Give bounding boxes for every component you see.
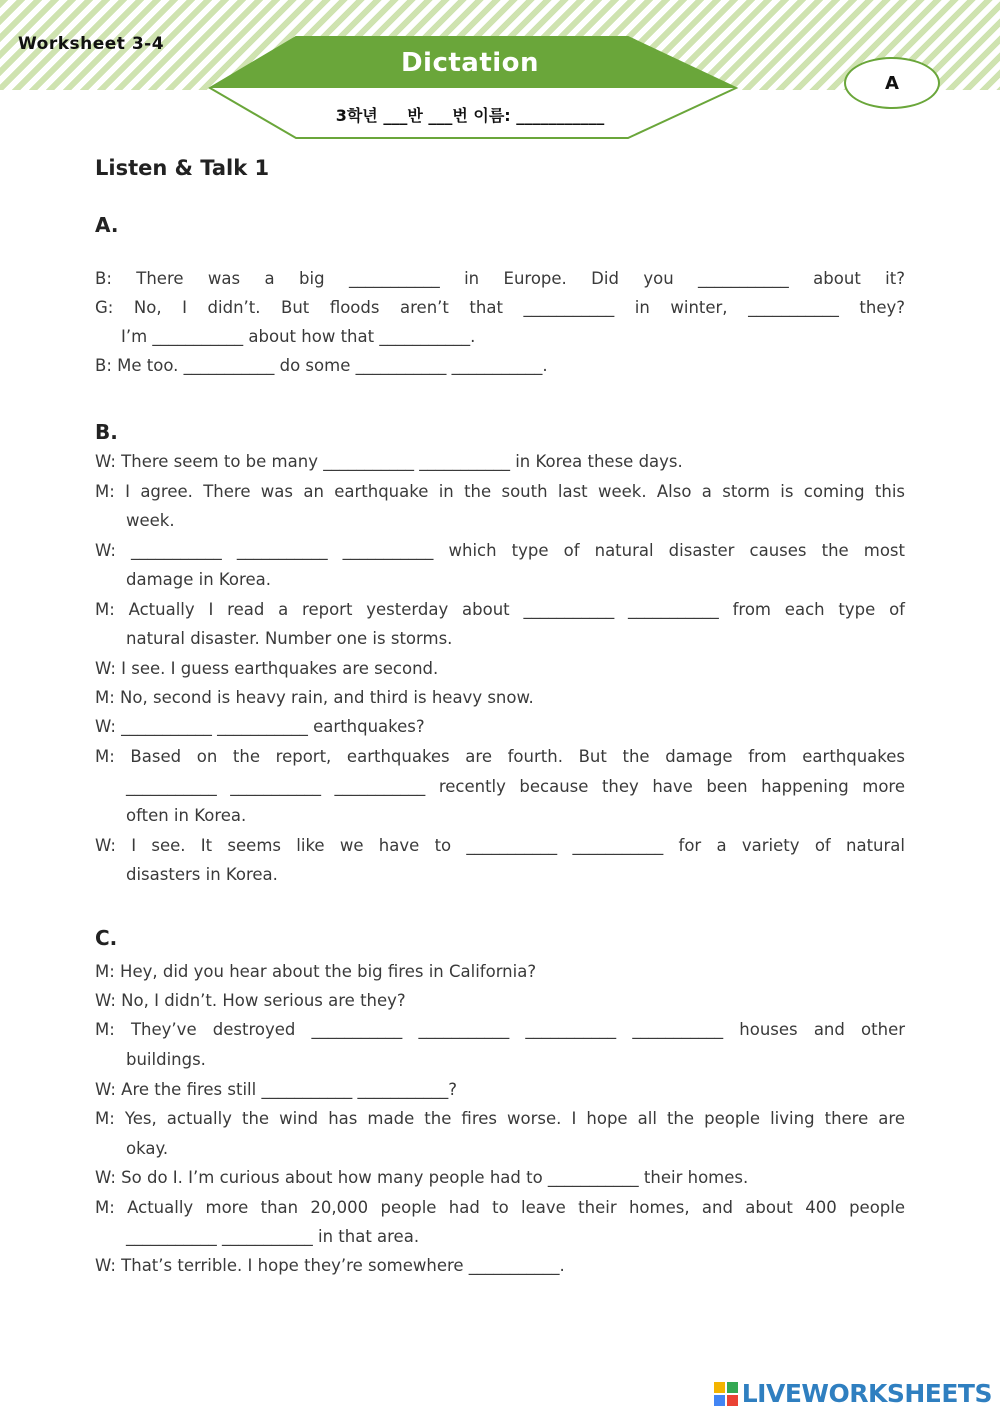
worksheet-title: Dictation <box>400 48 540 78</box>
part-b-heading: B. <box>95 420 118 444</box>
dialogue-line: M: I agree. There was an earthquake in the south last week. Also a storm is coming this <box>95 482 905 501</box>
worksheet-label: Worksheet 3-4 <box>18 34 165 54</box>
dialogue-line: M: Hey, did you hear about the big fires in California? <box>95 962 537 981</box>
dialogue-line: ___________ ___________ ___________ recently because they have been happening more <box>126 777 905 796</box>
dialogue-line: okay. <box>126 1139 169 1158</box>
dialogue-line: week. <box>126 511 175 530</box>
dialogue-line: W: So do I. I’m curious about how many people had to ___________ their homes. <box>95 1168 749 1187</box>
logo-blocks-icon <box>714 1382 738 1406</box>
version-badge: A <box>844 57 940 109</box>
dialogue-line: W: There seem to be many ___________ ___________ in Korea these days. <box>95 452 683 471</box>
dialogue-line: W: ___________ ___________ earthquakes? <box>95 717 425 736</box>
dialogue-line: G: No, I didn’t. But floods aren’t that ___________ in winter, ___________ they? <box>95 298 905 317</box>
dialogue-line: W: I see. It seems like we have to ___________ ___________ for a variety of natural <box>95 836 905 855</box>
dialogue-line: buildings. <box>126 1050 206 1069</box>
dialogue-line: W: Are the fires still ___________ ___________? <box>95 1080 457 1099</box>
liveworksheets-logo[interactable] <box>714 1379 992 1408</box>
dialogue-line: damage in Korea. <box>126 570 271 589</box>
dialogue-line: ___________ ___________ in that area. <box>126 1227 420 1246</box>
dialogue-line: M: They’ve destroyed ___________ ___________ ___________ ___________ houses and other <box>95 1020 905 1039</box>
dialogue-line: natural disaster. Number one is storms. <box>126 629 453 648</box>
dialogue-line: B: Me too. ___________ do some ___________ ___________. <box>95 356 548 375</box>
dialogue-line: I’m ___________ about how that ___________. <box>121 327 476 346</box>
dialogue-line: M: Based on the report, earthquakes are fourth. But the damage from earthquakes <box>95 747 905 766</box>
dialogue-line: W: ___________ ___________ ___________ which type of natural disaster causes the most <box>95 541 905 560</box>
dialogue-line: disasters in Korea. <box>126 865 278 884</box>
dialogue-line: M: Actually I read a report yesterday about ___________ ___________ from each type of <box>95 600 905 619</box>
logo-text: LIVEWORKSHEETS <box>741 1379 992 1408</box>
dialogue-line: M: Actually more than 20,000 people had to leave their homes, and about 400 people <box>95 1198 905 1217</box>
dialogue-line: B: There was a big ___________ in Europe. Did you ___________ about it? <box>95 269 905 288</box>
dialogue-line: M: No, second is heavy rain, and third is heavy snow. <box>95 688 534 707</box>
dialogue-line: M: Yes, actually the wind has made the fires worse. I hope all the people living there are <box>95 1109 905 1128</box>
name-line: 3학년 ___반 ___번 이름: ___________ <box>335 106 605 125</box>
dialogue-line: W: No, I didn’t. How serious are they? <box>95 991 406 1010</box>
part-c-heading: C. <box>95 926 118 950</box>
dialogue-line: W: I see. I guess earthquakes are second. <box>95 659 439 678</box>
part-a-heading: A. <box>95 213 119 237</box>
dialogue-line: often in Korea. <box>126 806 247 825</box>
section-title: Listen & Talk 1 <box>95 156 270 180</box>
dialogue-line: W: That’s terrible. I hope they’re somewhere ___________. <box>95 1256 565 1275</box>
